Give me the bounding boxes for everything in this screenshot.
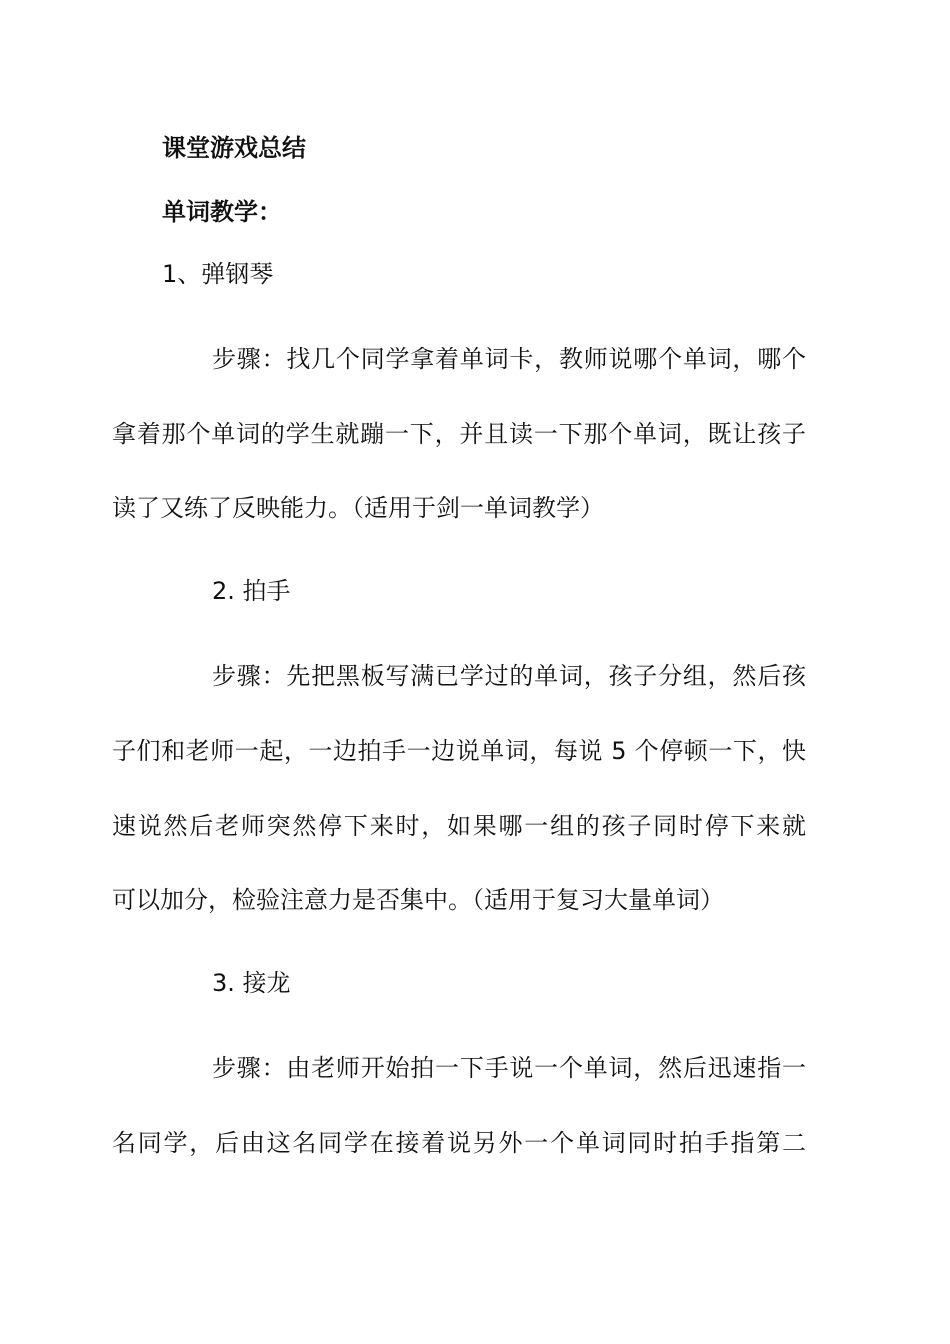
item-heading-1: 1、弹钢琴 [162,260,274,288]
item-heading-3: 3. 接龙 [212,969,291,997]
item-2-line-2: 子们和老师一起，一边拍手一边说单词，每说 5 个停顿一下，快 [112,737,806,765]
item-2-line-3: 速说然后老师突然停下来时，如果哪一组的孩子同时停下来就 [112,812,806,840]
item-1-line-3: 读了又练了反映能力。（适用于剑一单词教学） [112,494,604,522]
item-3-line-1: 步骤：由老师开始拍一下手说一个单词，然后迅速指一 [212,1054,806,1082]
item-3-line-2: 名同学，后由这名同学在接着说另外一个单词同时拍手指第二 [112,1129,806,1157]
item-heading-2: 2. 拍手 [212,577,291,605]
item-1-line-2: 拿着那个单词的学生就蹦一下，并且读一下那个单词，既让孩子 [112,420,806,448]
item-2-line-4: 可以加分，检验注意力是否集中。（适用于复习大量单词） [112,886,724,914]
item-2-line-1: 步骤：先把黑板写满已学过的单词，孩子分组，然后孩 [212,662,806,690]
item-1-line-1: 步骤：找几个同学拿着单词卡，教师说哪个单词，哪个 [212,345,806,373]
section-heading: 单词教学： [162,198,282,226]
document-title: 课堂游戏总结 [162,134,306,162]
